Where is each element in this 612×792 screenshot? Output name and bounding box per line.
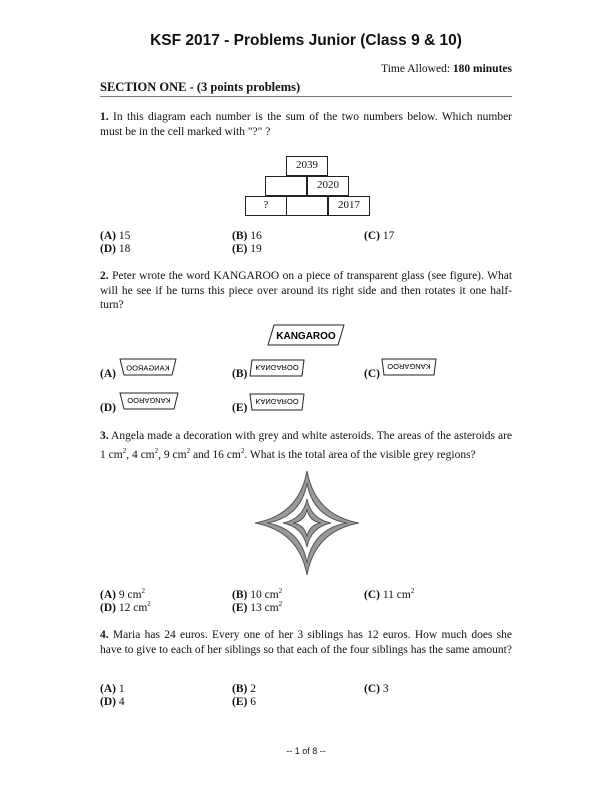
q3-option-b [232,587,282,601]
q1-option-e-letter: (E) [232,243,248,255]
q2-option-a-word: KANGAROO [126,363,170,373]
question-3-text-d: and 16 cm [190,448,241,461]
q4-option-d-letter: (D) [100,696,116,708]
q4-option-a-value: 1 [118,683,125,695]
q4-option-d-value: 4 [118,696,125,708]
q3-option-c [364,587,414,601]
q2-option-b-letter: (B) [232,368,248,380]
q1-option-a [100,230,130,242]
pyramid-cell-mid-left [265,176,307,196]
question-3-number: 3. [100,430,109,442]
q4-option-c-value: 3 [382,683,389,695]
pyramid-cell-bottom-middle [286,196,328,216]
question-3 [100,429,512,462]
q2-option-a-letter: (A) [100,368,116,380]
question-4-number: 4. [100,629,109,641]
q3-option-e-sup: 2 [278,600,283,608]
q1-option-c-value: 17 [382,230,395,242]
glass-word: KANGAROO [276,331,336,342]
section-title: SECTION ONE - (3 points problems) [100,80,301,94]
sup-2: 2 [154,446,159,455]
q1-option-e-value: 19 [250,243,262,255]
q3-option-c-letter: (C) [364,588,380,601]
question-2 [100,269,512,313]
q3-option-e-value: 13 [250,601,262,614]
q2-option-c-letter: (C) [364,368,380,380]
q1-option-a-value: 15 [118,230,131,242]
q2-option-e-letter: (E) [232,402,248,414]
q1-option-c [364,230,394,242]
q1-option-c-letter: (C) [364,230,380,242]
q3-option-e [232,600,282,614]
q3-option-c-sup: 2 [410,587,415,595]
q2-option-c-word: KANGAROO [387,362,431,371]
q2-option-a-figure [118,358,178,376]
pyramid-cell-mid-right: 2020 [307,176,349,196]
question-3-text-e: . What is the total area of the visible grey regions? [244,448,476,461]
pyramid-cell-question: ? [245,196,287,216]
q3-option-a [100,587,145,601]
question-1-text: In this diagram each number is the sum of the two numbers below. Which number must be in the cell marked with "?" ? [100,111,513,138]
section-divider [100,96,512,97]
time-allowed [381,63,512,75]
pyramid-cell-bottom-right: 2017 [328,196,370,216]
q3-option-e-unit: cm [264,601,279,614]
sup-4: 2 [240,446,245,455]
q2-option-d [100,402,116,414]
q1-option-d [100,243,130,255]
question-2-text: Peter wrote the word KANGAROO on a piece of transparent glass (see figure). What will he see if he turns this piece over around its right side and then rotates it one half-turn? [100,270,513,311]
q3-option-d-unit: cm [133,601,148,614]
q3-option-a-letter: (A) [100,588,116,601]
page-title: KSF 2017 - Problems Junior (Class 9 & 10) [150,32,462,49]
pyramid-cell-top: 2039 [286,156,328,176]
q2-option-b [232,368,247,380]
q4-option-e [232,696,256,708]
q2-option-d-word: KANGAROO [127,396,171,405]
q1-option-d-letter: (D) [100,243,116,255]
q3-option-a-unit: cm [127,588,142,601]
q3-option-d-value: 12 [118,601,131,614]
q3-option-a-sup: 2 [141,587,146,595]
q4-option-a-letter: (A) [100,683,116,695]
q3-option-b-sup: 2 [278,587,283,595]
asteroid-decoration [254,470,360,576]
question-3-text-c: , 9 cm [158,448,187,461]
q4-option-c-letter: (C) [364,683,380,695]
q4-option-e-letter: (E) [232,696,248,708]
q2-option-d-figure [118,392,180,410]
q2-option-e-figure [248,393,306,411]
q4-option-a [100,683,125,695]
q4-option-b-value: 2 [250,683,256,695]
q2-option-e-word: KANGAROO [255,397,299,406]
page-number: -- 1 of 8 -- [286,746,326,756]
question-1 [100,110,512,139]
q2-option-a [100,368,116,380]
q3-option-c-unit: cm [396,588,411,601]
question-4 [100,628,512,657]
question-3-text-a: Angela made a decoration with grey and white asteroids. The areas of the asteroids are 1 cm [100,430,513,461]
q3-option-b-letter: (B) [232,588,248,601]
q2-option-c-figure [380,358,438,376]
q2-option-d-letter: (D) [100,402,116,414]
q2-option-b-figure [248,359,306,377]
q3-option-e-letter: (E) [232,601,248,614]
q3-option-d-sup: 2 [147,600,151,608]
question-3-text-b: , 4 cm [126,448,155,461]
q4-option-e-value: 6 [250,696,256,708]
q3-option-c-value: 11 [382,588,394,601]
time-label: Time Allowed: [381,63,451,75]
kangaroo-glass-figure [266,324,346,346]
q3-option-b-value: 10 [250,588,262,601]
question-2-number: 2. [100,270,109,282]
q1-option-d-value: 18 [118,243,131,255]
q2-option-c [364,368,380,380]
q1-option-a-letter: (A) [100,230,116,242]
number-pyramid [245,156,370,220]
sup-3: 2 [186,446,191,455]
q3-option-b-unit: cm [264,588,279,601]
q1-option-e [232,243,262,255]
q4-option-b [232,683,256,695]
q2-option-b-word: KANGAROO [255,363,299,372]
q3-option-d-letter: (D) [100,601,116,614]
q1-option-b-value: 16 [250,230,262,242]
q3-option-a-value: 9 [118,588,125,601]
question-4-text: Maria has 24 euros. Every one of her 3 siblings has 12 euros. How much does she have to give to each of her siblings so that each of the four siblings has the same amount? [100,629,512,656]
q1-option-b [232,230,262,242]
sup-1: 2 [122,446,127,455]
q3-option-d [100,600,151,614]
q4-option-b-letter: (B) [232,683,248,695]
q4-option-c [364,683,389,695]
question-1-number: 1. [100,111,109,123]
q1-option-b-letter: (B) [232,230,248,242]
q2-option-e [232,402,247,414]
q4-option-d [100,696,125,708]
time-value: 180 minutes [452,63,512,75]
